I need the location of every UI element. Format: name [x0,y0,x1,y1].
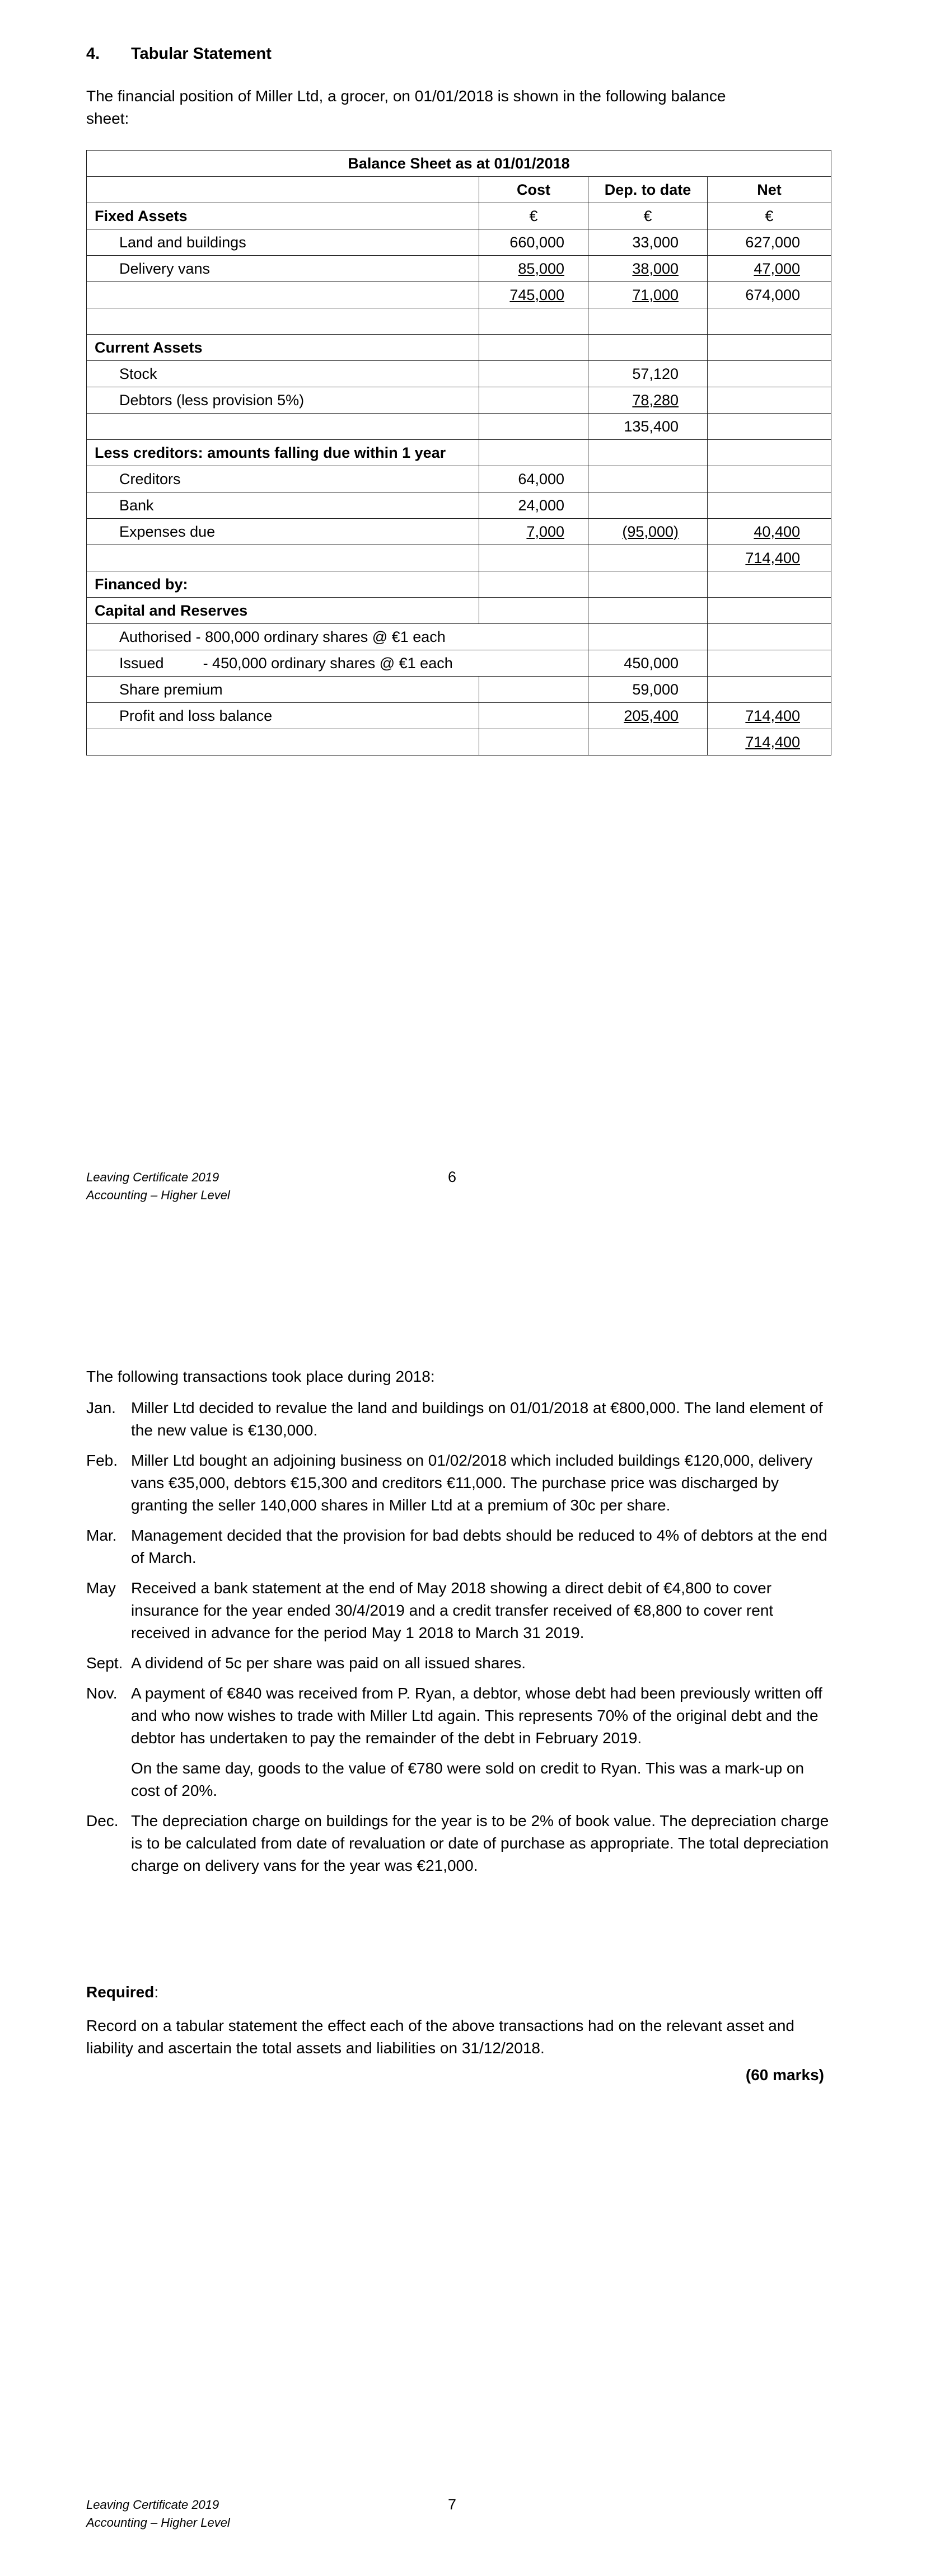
intro-text: The financial position of Miller Ltd, a grocer, on 01/01/2018 is shown in the following balance sheet: [86,87,726,127]
dep-cell-value: 71,000 [632,286,679,303]
row-label [87,229,479,256]
net-cell [708,598,831,624]
row-label-text: Fixed Assets [95,207,188,224]
row-label [87,650,588,677]
header-label [87,177,479,203]
cost-cell [479,466,588,492]
dep-cell [588,229,708,256]
dep-cell-value: 135,400 [624,417,679,435]
row-label-text: Delivery vans [119,260,211,277]
balance-sheet-row [87,466,831,492]
page-number: 6 [448,1169,457,1185]
footer [86,2496,230,2532]
dep-cell-value: (95,000) [622,523,679,540]
balance-sheet-row [87,729,831,756]
dep-cell-value: 78,280 [632,391,679,409]
dep-cell-value: 205,400 [624,707,679,724]
balance-sheet-row [87,203,831,229]
net-cell [708,256,831,282]
transaction-month: Nov. [86,1685,118,1702]
dep-cell [588,545,708,571]
net-cell [708,203,831,229]
net-cell [708,519,831,545]
transaction-item [86,1397,831,1442]
dep-cell-value: 57,120 [632,365,679,382]
dep-cell [588,677,708,703]
row-label-text: Land and buildings [119,233,246,251]
dep-cell-value: 59,000 [632,681,679,698]
row-label-text: Issued [119,654,164,672]
cost-cell-value: 7,000 [526,523,564,540]
dep-cell [588,519,708,545]
cost-cell [479,571,588,598]
balance-sheet-row [87,650,831,677]
cost-cell [479,519,588,545]
transaction-item [86,1577,831,1644]
cost-cell [479,335,588,361]
cost-cell [479,282,588,308]
cost-cell [479,598,588,624]
dep-cell [588,361,708,387]
row-label-text: Capital and Reserves [95,602,248,619]
balance-sheet-row [87,571,831,598]
net-cell [708,361,831,387]
transaction-item [86,1524,831,1569]
row-label-text: Profit and loss balance [119,707,273,724]
balance-sheet-row [87,229,831,256]
cost-cell [479,387,588,414]
net-cell [708,282,831,308]
transaction-month: May [86,1579,116,1597]
page-number: 7 [448,2496,457,2513]
transaction-item [86,1449,831,1517]
transactions-intro: The following transactions took place during 2018: [86,1368,435,1385]
net-cell-value: € [765,207,774,224]
transaction-month: Feb. [86,1452,118,1469]
net-cell [708,440,831,466]
net-cell-value: 714,400 [745,549,800,566]
cost-cell-value: 85,000 [518,260,564,277]
dep-cell [588,387,708,414]
row-label [87,308,479,335]
balance-sheet-row [87,308,831,335]
net-cell-value: 714,400 [745,707,800,724]
row-label [87,466,479,492]
transaction-item [86,1810,831,1877]
balance-sheet-row [87,256,831,282]
balance-sheet-row [87,598,831,624]
cost-cell-value: 24,000 [518,496,564,514]
transaction-month: Mar. [86,1527,117,1544]
dep-cell [588,729,708,756]
balance-sheet-row [87,414,831,440]
row-label-text: Debtors (less provision 5%) [119,391,305,409]
balance-sheet-row [87,335,831,361]
row-label [87,624,588,650]
footer-subject: Accounting – Higher Level [86,2516,230,2530]
dep-cell [588,571,708,598]
row-label [87,492,479,519]
net-cell [708,387,831,414]
row-label [87,729,479,756]
balance-sheet-row [87,677,831,703]
header-net: Net [708,177,831,203]
net-cell [708,650,831,677]
row-label [87,203,479,229]
transaction-text: The depreciation charge on buildings for the year is to be 2% of book value. The depreciation charge is to be calculated from date of revaluation or date of purchase as appropriate. The total depreciation charge on delivery vans for the year was €21,000. [131,1812,829,1874]
row-label [87,545,479,571]
balance-sheet-row [87,361,831,387]
net-cell [708,545,831,571]
dep-cell [588,703,708,729]
row-label-text: Bank [119,496,154,514]
cost-cell-value: € [529,207,538,224]
net-cell [708,229,831,256]
cost-cell [479,229,588,256]
page-7 [0,1287,926,2576]
cost-cell [479,677,588,703]
dep-cell-value: € [643,207,652,224]
net-cell [708,571,831,598]
question-number: 4. [86,45,100,63]
required-heading [86,1983,158,2001]
header-dep: Dep. to date [588,177,708,203]
row-label [87,335,479,361]
transaction-text: Miller Ltd decided to revalue the land and buildings on 01/01/2018 at €800,000. The land element of the new value is €130,000. [131,1399,823,1439]
row-label-text: Expenses due [119,523,216,540]
transaction-month: Dec. [86,1812,119,1829]
cost-cell [479,545,588,571]
cost-cell [479,361,588,387]
transaction-text: A dividend of 5c per share was paid on all issued shares. [131,1654,526,1672]
net-cell [708,729,831,756]
row-label [87,571,479,598]
page-6 [0,0,926,1287]
balance-sheet-title-row [87,151,831,177]
balance-sheet-title: Balance Sheet as at 01/01/2018 [87,151,831,177]
cost-cell [479,414,588,440]
net-cell [708,703,831,729]
cost-cell [479,440,588,466]
row-label [87,387,479,414]
balance-sheet-row [87,492,831,519]
row-label-text: Creditors [119,470,181,487]
cost-cell [479,703,588,729]
question-heading [86,45,272,63]
balance-sheet-row [87,282,831,308]
footer [86,1169,230,1204]
dep-cell-value: 450,000 [624,654,679,672]
balance-sheet-row [87,387,831,414]
cost-cell [479,729,588,756]
transaction-text: A payment of €840 was received from P. Ryan, a debtor, whose debt had been previously written off and who now wishes to trade with Miller Ltd again. This represents 70% of the original debt and the debtor has undertaken to pay the remainder of the debt in February 2019. [131,1685,822,1747]
dep-cell-value: 33,000 [632,233,679,251]
dep-cell [588,624,708,650]
net-cell-value: 714,400 [745,733,800,750]
row-label [87,414,479,440]
dep-cell [588,598,708,624]
net-cell-value: 47,000 [754,260,800,277]
required-text: Record on a tabular statement the effect each of the above transactions had on the relevant asset and liability and ascertain the total assets and liabilities on 31/12/2018. [86,2017,794,2057]
dep-cell [588,414,708,440]
footer-exam: Leaving Certificate 2019 [86,2498,219,2512]
net-cell [708,335,831,361]
header-cost: Cost [479,177,588,203]
cost-cell [479,492,588,519]
balance-sheet-row [87,624,831,650]
transactions-list [86,1397,831,1885]
dep-cell-value: 38,000 [632,260,679,277]
cost-cell-value: 64,000 [518,470,564,487]
row-label-text: Share premium [119,681,223,698]
row-label [87,677,479,703]
cost-cell-value: 745,000 [509,286,564,303]
dep-cell [588,203,708,229]
transaction-month: Sept. [86,1654,123,1672]
balance-sheet-row [87,703,831,729]
balance-sheet-table [86,150,831,756]
transaction-text: Received a bank statement at the end of May 2018 showing a direct debit of €4,800 to cover insurance for the year ended 30/4/2019 and a credit transfer received of €8,800 to cover rent received in advance for the period May 1 2018 to March 31 2019. [131,1579,774,1641]
question-title: Tabular Statement [131,45,272,63]
net-cell [708,414,831,440]
required-colon: : [154,1983,159,2001]
net-cell [708,677,831,703]
net-cell [708,624,831,650]
marks: (60 marks) [745,2066,824,2084]
cost-cell [479,256,588,282]
row-label-text: Stock [119,365,157,382]
cost-cell [479,308,588,335]
cost-cell [479,203,588,229]
transaction-item [86,1682,831,1749]
dep-cell [588,308,708,335]
balance-sheet-header-row [87,177,831,203]
transaction-extra-text: On the same day, goods to the value of €780 were sold on credit to Ryan. This was a mark-up on cost of 20%. [131,1759,805,1799]
row-label [87,361,479,387]
net-cell-value: 40,400 [754,523,800,540]
row-label [87,598,479,624]
dep-cell [588,492,708,519]
balance-sheet-row [87,545,831,571]
row-label [87,519,479,545]
dep-cell [588,256,708,282]
row-label [87,440,479,466]
net-cell-value: 674,000 [745,286,800,303]
net-cell [708,492,831,519]
row-label-detail: - 450,000 ordinary shares @ €1 each [203,654,453,672]
footer-exam: Leaving Certificate 2019 [86,1170,219,1184]
row-label-text: Current Assets [95,339,203,356]
footer-subject: Accounting – Higher Level [86,1188,230,1202]
dep-cell [588,440,708,466]
row-label [87,282,479,308]
cost-cell-value: 660,000 [509,233,564,251]
balance-sheet-row [87,519,831,545]
row-label [87,703,479,729]
dep-cell [588,466,708,492]
transaction-text: Management decided that the provision for bad debts should be reduced to 4% of debtors at the end of March. [131,1527,827,1566]
required-label: Required [86,1983,155,2001]
balance-sheet-row [87,440,831,466]
dep-cell [588,282,708,308]
transaction-item [86,1652,831,1674]
row-label-text: Less creditors: amounts falling due within 1 year [95,444,446,461]
row-label [87,256,479,282]
row-label-text: Financed by: [95,575,188,593]
net-cell [708,308,831,335]
transaction-text: Miller Ltd bought an adjoining business on 01/02/2018 which included buildings €120,000, delivery vans €35,000, debtors €15,300 and creditors €11,000. The purchase price was discharged by granting the seller 140,000 shares in Miller Ltd at a premium of 30c per share. [131,1452,813,1514]
net-cell [708,466,831,492]
dep-cell [588,650,708,677]
dep-cell [588,335,708,361]
transaction-month: Jan. [86,1399,116,1416]
row-label-text: Authorised - 800,000 ordinary shares @ €1 each [119,628,446,645]
net-cell-value: 627,000 [745,233,800,251]
